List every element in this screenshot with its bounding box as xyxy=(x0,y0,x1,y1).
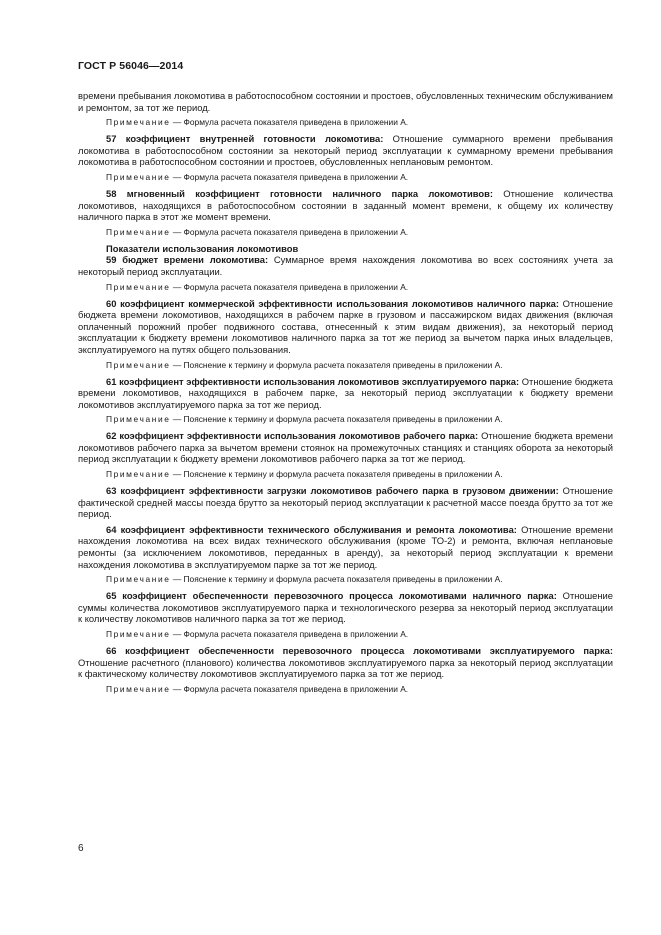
note xyxy=(78,360,613,371)
note xyxy=(78,227,613,238)
term-definition: Суммарное время нахождения локомотива во всех состояниях учета за некоторый период эксплуатации. xyxy=(78,254,614,277)
term-name: коэффициент эффективности использования локомотивов рабочего парка: xyxy=(119,430,479,442)
note-text: — Пояснение к термину и формула расчета показателя приведены в приложении А. xyxy=(172,469,503,480)
note-label: Примечание xyxy=(106,117,171,128)
note xyxy=(78,574,613,585)
note-label: Примечание xyxy=(106,574,171,585)
note xyxy=(78,629,613,640)
term-entry-58 xyxy=(78,188,613,223)
term-number: 57 xyxy=(106,133,117,145)
page-number: 6 xyxy=(78,843,84,854)
note xyxy=(78,282,613,293)
term-name: коэффициент обеспеченности перевозочного процесса локомотивами наличного парка: xyxy=(122,590,557,602)
note-label: Примечание xyxy=(106,281,171,292)
note-text: — Пояснение к термину и формула расчета показателя приведены в приложении А. xyxy=(172,359,503,370)
document-body xyxy=(78,90,613,700)
note-label: Примечание xyxy=(106,469,171,480)
note-label: Примечание xyxy=(106,414,171,425)
term-number: 61 xyxy=(106,375,117,387)
term-definition: Отношение бюджета времени локомотивов, находящихся в рабочем парке в грузовом и пассажирском видах движения (включая оплаченный порожний пробег подвижного состава, отнесенный к этим видам движения), за некоторый период эксплуатации к бюджету времени локомотивов наличного парка за тот же период за вычетом парка иных владельцев, эксплуатируемого на путях общего пользования. xyxy=(78,297,613,355)
term-name: коэффициент эффективности технического обслуживания и ремонта локомотива: xyxy=(120,523,517,535)
note-label: Примечание xyxy=(106,629,171,639)
note-text: — Пояснение к термину и формула расчета показателя приведены в приложении А. xyxy=(172,574,503,585)
term-definition: Отношение времени нахождения локомотива на всех видах технического обслуживания (кроме ТО-2) и ремонта, включая неплановые ремонты (за исключением локомотивов, переданных в аренду), за некоторый период эксплуатации к времени нахождения локомотива в эксплуатируемом парке за тот же период. xyxy=(78,523,614,570)
term-entry-63 xyxy=(78,485,613,520)
term-name: мгновенный коэффициент готовности наличного парка локомотивов: xyxy=(126,187,493,199)
term-number: 63 xyxy=(106,485,117,497)
standard-code: ГОСТ Р 56046—2014 xyxy=(78,60,184,72)
section-title: Показатели использования локомотивов xyxy=(106,242,299,254)
term-entry-66 xyxy=(78,645,613,680)
note xyxy=(78,414,613,425)
note-text: — Формула расчета показателя приведена в приложении А. xyxy=(172,171,409,182)
term-name: коэффициент эффективности использования локомотивов эксплуатируемого парка: xyxy=(119,375,520,387)
note-text: — Формула расчета показателя приведена в приложении А. xyxy=(172,683,409,694)
note-text: — Формула расчета показателя приведена в приложении А. xyxy=(172,629,409,639)
note-text: — Формула расчета показателя приведена в приложении А. xyxy=(172,281,409,292)
term-definition: Отношение бюджета времени локомотивов рабочего парка за вычетом времени стоянок на промежуточных станциях и станциях оборота за некоторый период эксплуатации к бюджету времени локомотивов рабочего парка за тот же период. xyxy=(78,430,613,465)
term-name: бюджет времени локомотива: xyxy=(122,254,269,266)
term-number: 66 xyxy=(106,645,117,656)
note-label: Примечание xyxy=(106,683,171,694)
term-number: 62 xyxy=(106,430,117,442)
term-name: коэффициент обеспеченности перевозочного процесса локомотивами эксплуатируемого парка: xyxy=(125,645,613,656)
note-label: Примечание xyxy=(106,171,171,182)
term-definition: Отношение количества локомотивов, находящихся в работоспособном состоянии в заданный момент времени, к общему их количеству наличного парка в этот же момент времени. xyxy=(78,187,613,223)
term-entry-65 xyxy=(78,590,613,625)
note xyxy=(78,684,613,695)
term-entry-64 xyxy=(78,524,613,570)
term-entry-62 xyxy=(78,430,613,465)
term-definition: Отношение суммы количества локомотивов эксплуатируемого парка и технологического резерва за некоторый период эксплуатации к количеству локомотивов наличного парка за тот же период. xyxy=(78,590,614,625)
note-text: — Формула расчета показателя приведена в приложении А. xyxy=(172,117,409,128)
term-name: коэффициент коммерческой эффективности использования локомотивов наличного парка: xyxy=(120,297,560,309)
term-definition: Отношение фактической средней массы поезда брутто за некоторый период эксплуатации к расчетной массе поезда брутто за тот же период. xyxy=(78,485,614,520)
term-definition: Отношение расчетного (планового) количества локомотивов эксплуатируемого парка за некоторый период эксплуатации к фактическому количеству локомотивов эксплуатируемого парка за тот же период. xyxy=(78,656,613,680)
term-number: 58 xyxy=(106,187,117,199)
intro-continuation: времени пребывания локомотива в работоспособном состоянии и простоев, обусловленных техническим обслуживанием и ремонтом, за тот же период. xyxy=(78,90,613,113)
note-text: — Пояснение к термину и формула расчета показателя приведены в приложении А. xyxy=(172,414,503,425)
term-number: 60 xyxy=(106,297,117,309)
term-number: 59 xyxy=(106,254,117,266)
term-name: коэффициент эффективности загрузки локомотивов рабочего парка в грузовом движении: xyxy=(120,485,559,497)
note-text: — Формула расчета показателя приведена в приложении А. xyxy=(172,226,409,237)
term-definition: Отношение бюджета времени локомотивов, находящихся в рабочем парке, за некоторый период эксплуатации к бюджету времени локомотивов эксплуатируемого парка за тот же период. xyxy=(78,375,614,410)
note-label: Примечание xyxy=(106,359,171,370)
term-entry-61 xyxy=(78,376,613,411)
note xyxy=(78,469,613,480)
term-entry-59 xyxy=(78,254,613,277)
term-number: 65 xyxy=(106,590,117,602)
note xyxy=(78,117,613,128)
note xyxy=(78,172,613,183)
term-entry-60 xyxy=(78,298,613,356)
term-entry-57 xyxy=(78,133,613,168)
note-label: Примечание xyxy=(106,226,171,237)
term-number: 64 xyxy=(106,523,117,535)
term-definition: Отношение суммарного времени пребывания локомотива в работоспособном состоянии за некоторый период эксплуатации к суммарному времени пребывания локомотива в работоспособном состоянии и простоев, обусловленных неплановым ремонтом. xyxy=(78,133,613,168)
term-name: коэффициент внутренней готовности локомотива: xyxy=(125,133,384,145)
